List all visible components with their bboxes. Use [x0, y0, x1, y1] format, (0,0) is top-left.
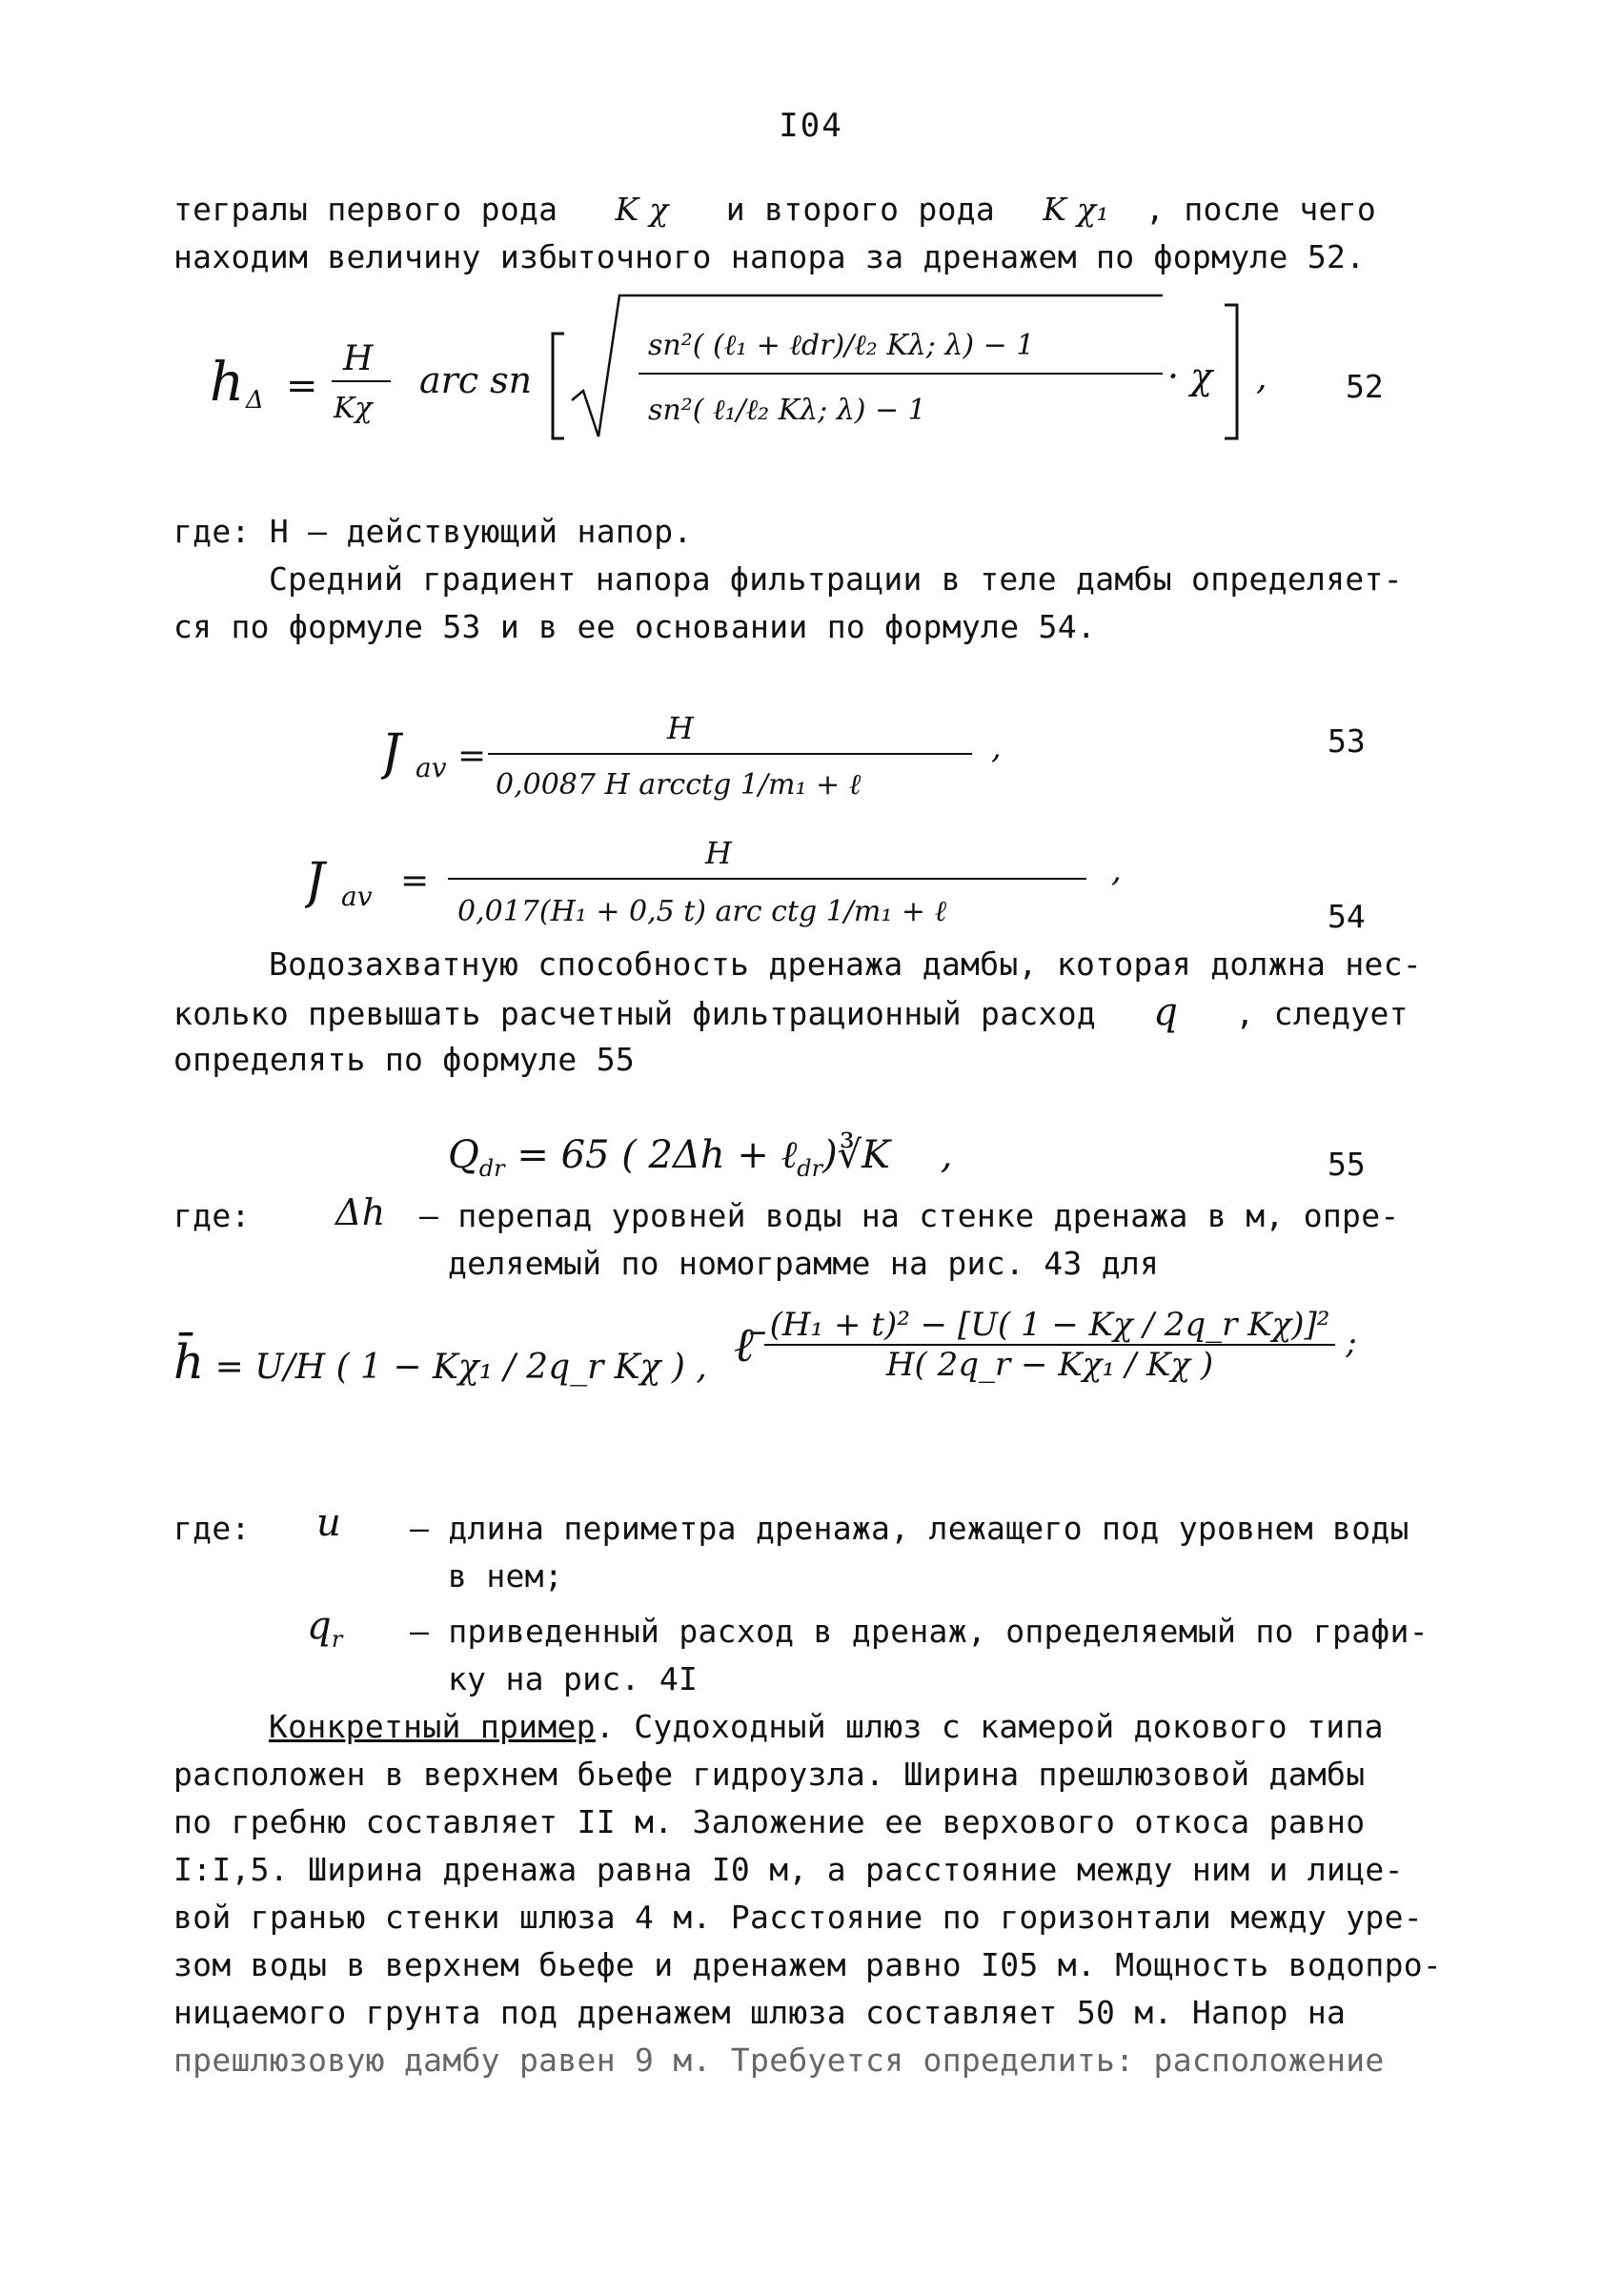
- text-segment: , после чего: [1146, 191, 1377, 228]
- formula-number-55: 55: [1328, 1146, 1366, 1183]
- l-bar-end: ;: [1346, 1324, 1357, 1362]
- formula-55: [448, 1132, 953, 1182]
- example-line-8: прешлюзовую дамбу равен 9 м. Требуется определить: расположение: [173, 2042, 1385, 2079]
- where-h: где: H – действующий напор.: [173, 513, 693, 550]
- formula-52-coef-num: H: [343, 339, 374, 378]
- symbol-delta-h: Δh: [335, 1191, 386, 1233]
- example-line-5: вой гранью стенки шлюза 4 м. Расстояние по горизонтали между уре-: [173, 1899, 1423, 1936]
- formula-55-rhs-sub: dr: [797, 1155, 823, 1182]
- formula-52-inner-num: sn²( (ℓ₁ + ℓdr)/ℓ₂ Kλ; λ) − 1: [648, 329, 1035, 362]
- example-line-4: I:I,5. Ширина дренажа равна I0 м, а расстояние между ним и лице-: [173, 1851, 1404, 1888]
- example-line-2: расположен в верхнем бьефе гидроузла. Ширина прешлюзовой дамбы: [173, 1756, 1366, 1793]
- formula-number-52: 52: [1346, 368, 1384, 405]
- example-line-7: ницаемого грунта под дренажем шлюза составляет 50 м. Напор на: [173, 1994, 1347, 2031]
- example-line-3: по гребню составляет II м. Заложение ее верхового откоса равно: [173, 1803, 1366, 1840]
- text-segment: . Судоходный шлюз с камерой докового типа: [595, 1708, 1384, 1745]
- where-u-label: где:: [173, 1510, 251, 1547]
- formula-53-end: ,: [991, 728, 1002, 766]
- formula-54: [305, 829, 1163, 934]
- formula-h-bar: [173, 1334, 707, 1390]
- formula-54-num: H: [705, 835, 732, 871]
- formula-52-graphic: [191, 286, 1429, 457]
- formula-52-tail: · χ: [1167, 356, 1213, 397]
- text-segment: , следует: [1235, 995, 1409, 1032]
- formula-number-53: 53: [1328, 722, 1366, 760]
- page-number: I04: [779, 107, 843, 145]
- paragraph-1-line-1: [173, 191, 1376, 229]
- right-bracket: [1225, 305, 1237, 438]
- formula-52-inner-den: sn²( ℓ₁/ℓ₂ Kλ; λ) − 1: [648, 394, 926, 427]
- formula-52-eq: =: [286, 364, 318, 408]
- formula-53-graphic: [381, 701, 1048, 805]
- formula-52: [191, 286, 1429, 457]
- h-bar-rhs: = U/H ( 1 − Kχ₁ / 2q_r Kχ ) ,: [214, 1348, 707, 1387]
- formula-53-lhs: J: [381, 724, 401, 782]
- paragraph-2-line-1: Средний градиент напора фильтрации в теле дамбы определяет-: [269, 560, 1403, 598]
- symbol-q: q: [1153, 990, 1179, 1034]
- formula-55-end: ,: [940, 1133, 953, 1177]
- example-heading: Конкретный пример: [269, 1708, 596, 1745]
- text-segment: и второго рода: [725, 191, 996, 228]
- formula-55-rhs-2: )∛K: [822, 1133, 891, 1177]
- formula-52-func: arc sn: [419, 359, 533, 401]
- equals-sign: =: [400, 862, 430, 901]
- formula-54-lhs-sub: av: [341, 881, 373, 912]
- symbol-k-chi: K χ: [615, 191, 669, 228]
- paragraph-3-line-2: [173, 990, 1409, 1034]
- formula-53-num: H: [667, 710, 694, 746]
- where-delta-h-label: где:: [173, 1197, 251, 1234]
- formula-55-q-sub: dr: [478, 1155, 505, 1182]
- where-u-text-1: – длина периметра дренажа, лежащего под уровнем воды: [410, 1510, 1409, 1547]
- formula-l-bar: [734, 1306, 1357, 1384]
- formula-54-lhs: J: [305, 853, 325, 910]
- paragraph-2-line-2: ся по формуле 53 и в ее основании по формуле 54.: [173, 608, 1097, 645]
- formula-52-lhs-sub: Δ: [246, 386, 264, 415]
- where-qr-text-1: – приведенный расход в дренаж, определяемый по графи-: [410, 1613, 1429, 1650]
- l-bar-symbol: ℓ̄: [734, 1317, 754, 1372]
- formula-54-den: 0,017(H₁ + 0,5 t) arc ctg 1/m₁ + ℓ: [457, 895, 947, 928]
- formula-52-coef-den: Kχ: [334, 392, 373, 425]
- paragraph-1-line-2: находим величину избыточного напора за дренажем по формуле 52.: [173, 238, 1366, 275]
- formula-53-den: 0,0087 H arcctg 1/m₁ + ℓ: [496, 768, 862, 802]
- example-line-6: зом воды в верхнем бьефе и дренажем равно I05 м. Мощность водопро-: [173, 1946, 1443, 1983]
- paragraph-3-line-1: Водозахватную способность дренажа дамбы, которая должна нес-: [269, 945, 1423, 983]
- q-r-sub: r: [331, 1626, 343, 1653]
- formula-52-lhs: h: [210, 352, 245, 414]
- h-bar-symbol: h̄: [173, 1334, 205, 1390]
- text-segment: тегралы первого рода: [173, 191, 558, 228]
- formula-53: [381, 701, 1048, 805]
- formula-53-lhs-sub: av: [416, 752, 447, 783]
- where-delta-h-text-2: деляемый по номограмме на рис. 43 для: [448, 1245, 1160, 1282]
- symbol-u: u: [316, 1501, 342, 1545]
- symbol-k-chi-1: K χ₁: [1043, 191, 1109, 228]
- where-qr-text-2: ку на рис. 4I: [448, 1660, 699, 1697]
- l-bar-numerator: (H₁ + t)² − [U( 1 − Kχ / 2q_r Kχ)]²: [764, 1306, 1336, 1346]
- formula-number-54: 54: [1328, 898, 1366, 935]
- formula-54-end: ,: [1111, 851, 1122, 889]
- formula-55-rhs: = 65 ( 2Δh + ℓ: [517, 1133, 798, 1177]
- formula-52-end: ,: [1256, 358, 1267, 397]
- l-bar-denominator: H( 2q_r − Kχ₁ / Kχ ): [885, 1346, 1214, 1384]
- where-u-text-2: в нем;: [448, 1557, 564, 1595]
- equals-sign: =: [457, 737, 487, 776]
- left-bracket: [553, 334, 564, 438]
- paragraph-3-line-3: определять по формуле 55: [173, 1041, 636, 1078]
- l-bar-fraction: [764, 1306, 1336, 1384]
- where-delta-h-text-1: – перепад уровней воды на стенке дренажа в м, опре-: [419, 1197, 1400, 1234]
- q-r-main: q: [307, 1604, 332, 1648]
- formula-54-graphic: [305, 829, 1163, 934]
- symbol-q-r: [307, 1604, 343, 1658]
- example-line-1: [269, 1708, 1384, 1746]
- text-segment: колько превышать расчетный фильтрационный расход: [173, 995, 1097, 1032]
- formula-55-q: Q: [448, 1133, 479, 1177]
